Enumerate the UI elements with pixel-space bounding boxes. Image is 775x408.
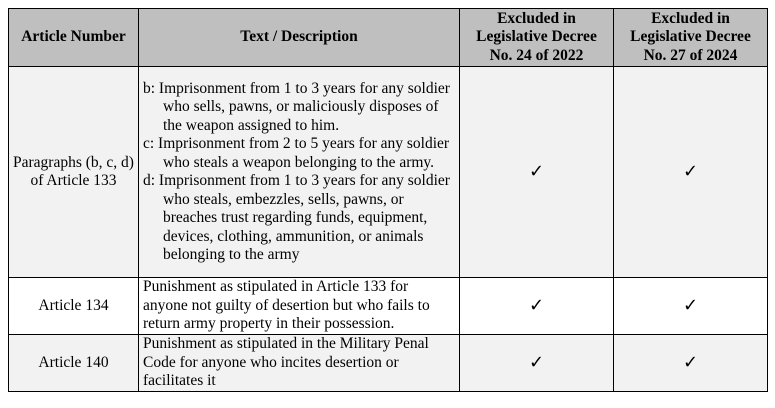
table-row: [9, 335, 768, 392]
excluded-2024-cell: [614, 67, 768, 278]
excluded-2022-cell: [460, 278, 614, 335]
table-header: [9, 9, 768, 67]
description-cell: Punishment as stipulated in Article 133 for anyone not guilty of desertion but who fails to return army property in their possession.: [139, 278, 460, 335]
checkmark-icon: ✓: [682, 352, 699, 374]
checkmark-icon: ✓: [528, 161, 545, 183]
header-excluded-2022: Excluded in Legislative Decree No. 24 of 2022: [460, 9, 614, 67]
checkmark-icon: ✓: [682, 161, 699, 183]
article-cell: Paragraphs (b, c, d) of Article 133: [9, 67, 139, 278]
paragraph-b-text: b: Imprisonment from 1 to 3 years for any soldier who sells, pawns, or maliciously disposes of the weapon assigned to him.: [143, 79, 450, 134]
article-cell: Article 140: [9, 335, 139, 392]
header-text-description: Text / Description: [139, 9, 460, 67]
excluded-2022-cell: [460, 335, 614, 392]
article-cell: Article 134: [9, 278, 139, 335]
checkmark-icon: ✓: [682, 295, 699, 317]
paragraph-c-text: c: Imprisonment from 2 to 5 years for any soldier who steals a weapon belonging to the army.: [143, 135, 450, 171]
excluded-2024-cell: [614, 278, 768, 335]
description-cell: Punishment as stipulated in the Military Penal Code for anyone who incites desertion or facilitates it: [139, 335, 460, 392]
header-article-number: Article Number: [9, 9, 139, 67]
excluded-2022-cell: [460, 67, 614, 278]
table-row: [9, 67, 768, 278]
table-body: [9, 67, 768, 392]
checkmark-icon: ✓: [528, 295, 545, 317]
table-row: [9, 278, 768, 335]
header-row: [9, 9, 768, 67]
description-cell: [139, 67, 460, 278]
excluded-2024-cell: [614, 335, 768, 392]
header-excluded-2024: Excluded in Legislative Decree No. 27 of 2024: [614, 9, 768, 67]
checkmark-icon: ✓: [528, 352, 545, 374]
paragraph-d-text: d: Imprisonment from 1 to 3 years for any soldier who steals, embezzles, sells, pawns, or breaches trust regarding funds, equipment, devices, clothing, ammunition, or animals belonging to the army: [143, 172, 450, 263]
exclusions-table: [8, 8, 768, 392]
